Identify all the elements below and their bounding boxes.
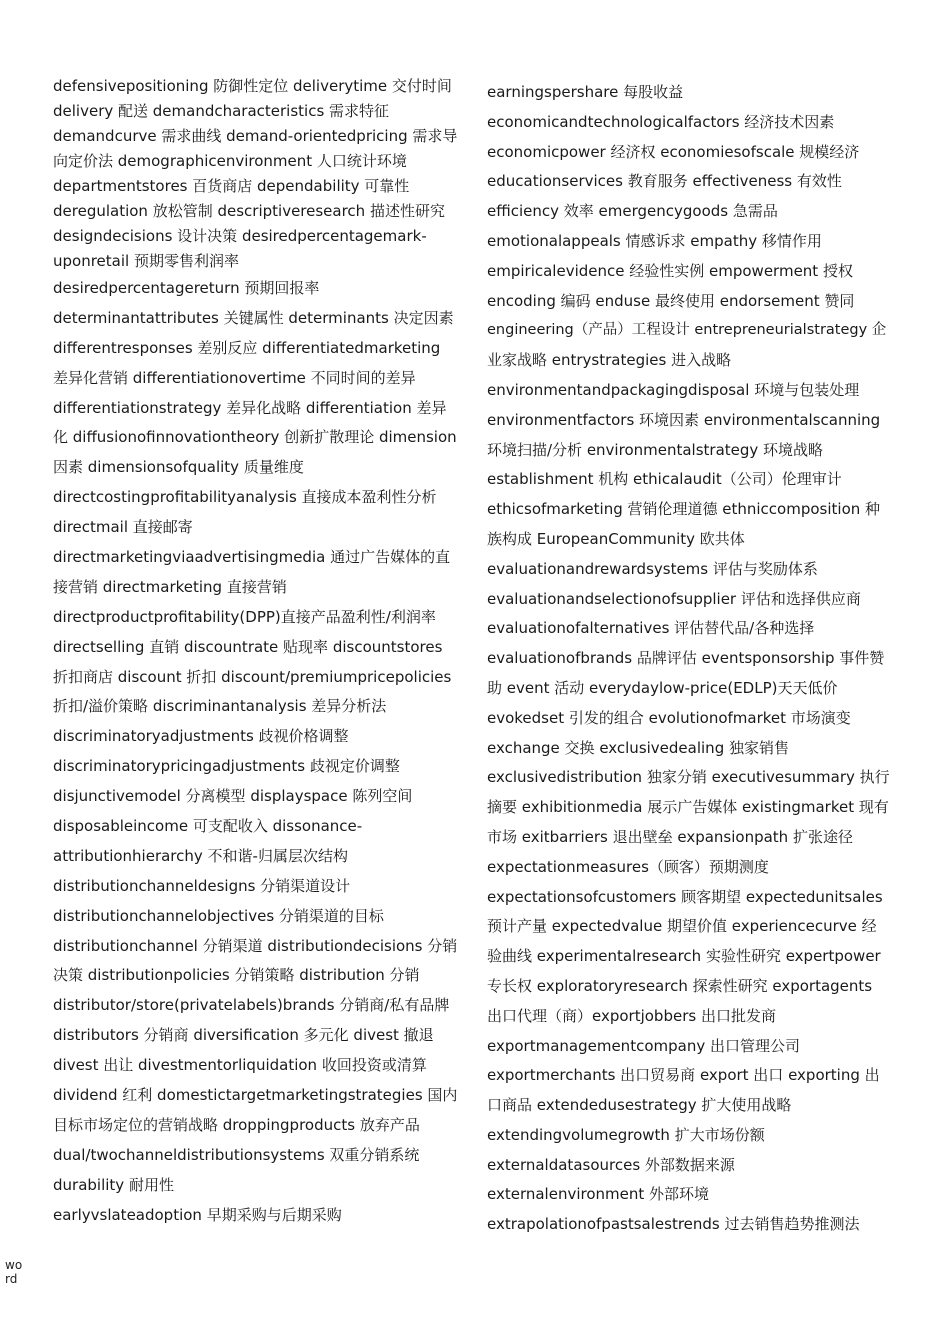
text-line: 验曲线 experimentalresearch 实验性研究 expertpower (487, 947, 881, 966)
text-line: defensivepositioning 防御性定位 deliverytime 交付时间 (53, 77, 452, 95)
text-line: 摘要 exhibitionmedia 展示广告媒体 existingmarket 现有 (487, 798, 889, 817)
text-line: departmentstores 百货商店 dependability 可靠性 (53, 177, 410, 195)
text-line: discriminatoryadjustments 歧视价格调整 (53, 727, 349, 746)
text-line: exclusivedistribution 独家分销 executivesummary 执行 (487, 768, 890, 787)
text-line: evaluationofalternatives 评估替代品/各种选择 (487, 619, 815, 638)
text-line: delivery 配送 demandcharacteristics 需求特征 (53, 102, 390, 120)
text-line: 市场 exitbarriers 退出壁垒 expansionpath 扩张途径 (487, 827, 853, 846)
text-line: deregulation 放松管制 descriptiveresearch 描述性研究 (53, 202, 445, 220)
text-line: environmentandpackagingdisposal 环境与包装处理 (487, 380, 860, 399)
text-line: efficiency 效率 emergencygoods 急需品 (487, 202, 778, 221)
text-line: evaluationandselectionofsupplier 评估和选择供应商 (487, 589, 861, 608)
text-line: earlyvslateadoption 早期采购与后期采购 (53, 1205, 342, 1224)
text-line: 业家战略 entrystrategies 进入战略 (487, 351, 732, 370)
text-line: 折扣/溢价策略 discriminantanalysis 差异分析法 (53, 697, 387, 716)
text-line: exchange 交换 exclusivedealing 独家销售 (487, 738, 789, 757)
text-line: 决策 distributionpolicies 分销策略 distribution 分销 (53, 966, 420, 985)
text-line: directproductprofitability(DPP)直接产品盈利性/利润率 (53, 607, 436, 626)
text-line: dual/twochanneldistributionsystems 双重分销系统 (53, 1145, 420, 1164)
text-line: 化 diffusionofinnovationtheory 创新扩散理论 dimension (53, 428, 457, 447)
text-line: environmentfactors 环境因素 environmentalscanning (487, 410, 881, 429)
text-line: distributionchannelobjectives 分销渠道的目标 (53, 906, 384, 925)
text-line: disjunctivemodel 分离模型 displayspace 陈列空间 (53, 787, 413, 806)
text-line: uponretail 预期零售利润率 (53, 252, 239, 270)
text-line: engineering（产品）工程设计 entrepreneurialstrategy 企 (487, 322, 887, 339)
text-line: 环境扫描/分析 environmentalstrategy 环境战略 (487, 440, 824, 459)
text-line: demandcurve 需求曲线 demand-orientedpricing 需求导 (53, 127, 458, 145)
text-line: attributionhierarchy 不和谐-归属层次结构 (53, 846, 348, 865)
text-line: evokedset 引发的组合 evolutionofmarket 市场演变 (487, 708, 851, 727)
text-line: divest 出让 divestmentorliquidation 收回投资或清算 (53, 1056, 427, 1075)
left-column (53, 74, 458, 1231)
text-line: 族构成 EuropeanCommunity 欧共体 (487, 529, 745, 548)
text-line: disposableincome 可支配收入 dissonance- (53, 817, 363, 836)
text-line: determinantattributes 关键属性 determinants 决定因素 (53, 308, 454, 327)
text-line: evaluationandrewardsystems 评估与奖励体系 (487, 559, 818, 578)
text-line: 出口代理（商）exportjobbers 出口批发商 (487, 1006, 776, 1025)
text-line: differentiationstrategy 差异化战略 differentiation 差异 (53, 398, 447, 417)
text-line: encoding 编码 enduse 最终使用 endorsement 赞同 (487, 291, 855, 310)
text-line: ethicsofmarketing 营销伦理道德 ethniccomposition 种 (487, 500, 881, 519)
text-line: extrapolationofpastsalestrends 过去销售趋势推测法 (487, 1215, 860, 1234)
text-line: distributionchannel 分销渠道 distributiondecisions 分销 (53, 936, 458, 955)
text-line: earningspershare 每股收益 (487, 83, 684, 101)
text-line: economicpower 经济权 economiesofscale 规模经济 (487, 142, 860, 161)
text-line: differentresponses 差别反应 differentiatedmarketing (53, 338, 441, 357)
text-line: 因素 dimensionsofquality 质量维度 (53, 458, 304, 477)
text-line: distributionchanneldesigns 分销渠道设计 (53, 876, 351, 895)
text-line: 专长权 exploratoryresearch 探索性研究 exportagents (487, 976, 873, 995)
text-line: 目标市场定位的营销战略 droppingproducts 放弃产品 (53, 1115, 420, 1134)
right-column (487, 78, 892, 1240)
text-line: dividend 红利 domestictargetmarketingstrategies 国内 (53, 1086, 458, 1105)
text-line: designdecisions 设计决策 desiredpercentagemark- (53, 227, 427, 245)
text-line: distributor/store(privatelabels)brands 分销商/私有品牌 (53, 996, 450, 1015)
text-line: externalenvironment 外部环境 (487, 1185, 710, 1204)
text-line: exportmerchants 出口贸易商 export 出口 exporting 出 (487, 1066, 880, 1085)
text-line: extendingvolumegrowth 扩大市场份额 (487, 1125, 765, 1144)
footer-label: word (5, 1258, 23, 1286)
text-line: durability 耐用性 (53, 1175, 174, 1194)
text-line: 口商品 extendedusestrategy 扩大使用战略 (487, 1096, 792, 1115)
text-line: 差异化营销 differentiationovertime 不同时间的差异 (53, 368, 416, 387)
text-line: 向定价法 demographicenvironment 人口统计环境 (53, 152, 407, 170)
text-line: economicandtechnologicalfactors 经济技术因素 (487, 112, 835, 131)
text-line: establishment 机构 ethicalaudit（公司）伦理审计 (487, 470, 842, 489)
text-line: educationservices 教育服务 effectiveness 有效性 (487, 172, 842, 191)
text-line: emotionalappeals 情感诉求 empathy 移情作用 (487, 231, 822, 250)
text-line: directcostingprofitabilityanalysis 直接成本盈利性分析 (53, 488, 437, 507)
text-line: 助 event 活动 everydaylow-price(EDLP)天天低价 (487, 678, 838, 697)
text-line: expectationmeasures（顾客）预期测度 (487, 857, 769, 876)
text-line: 折扣商店 discount 折扣 discount/premiumpricepolicies (53, 667, 452, 686)
text-line: 预计产量 expectedvalue 期望价值 experiencecurve 经 (487, 917, 877, 936)
text-line: exportmanagementcompany 出口管理公司 (487, 1036, 800, 1055)
text-line: directmarketingviaadvertisingmedia 通过广告媒体的直 (53, 548, 451, 567)
text-line: externaldatasources 外部数据来源 (487, 1155, 735, 1174)
text-line: expectationsofcustomers 顾客期望 expectedunitsales (487, 887, 883, 906)
text-line: directmail 直接邮寄 (53, 518, 193, 537)
text-line: desiredpercentagereturn 预期回报率 (53, 279, 320, 297)
text-line: evaluationofbrands 品牌评估 eventsponsorship 事件赞 (487, 649, 885, 668)
text-line: directselling 直销 discountrate 贴现率 discountstores (53, 637, 443, 656)
text-line: distributors 分销商 diversification 多元化 divest 撤退 (53, 1026, 434, 1045)
text-line: discriminatorypricingadjustments 歧视定价调整 (53, 757, 400, 776)
text-line: empiricalevidence 经验性实例 empowerment 授权 (487, 261, 853, 280)
text-line: 接营销 directmarketing 直接营销 (53, 577, 287, 596)
